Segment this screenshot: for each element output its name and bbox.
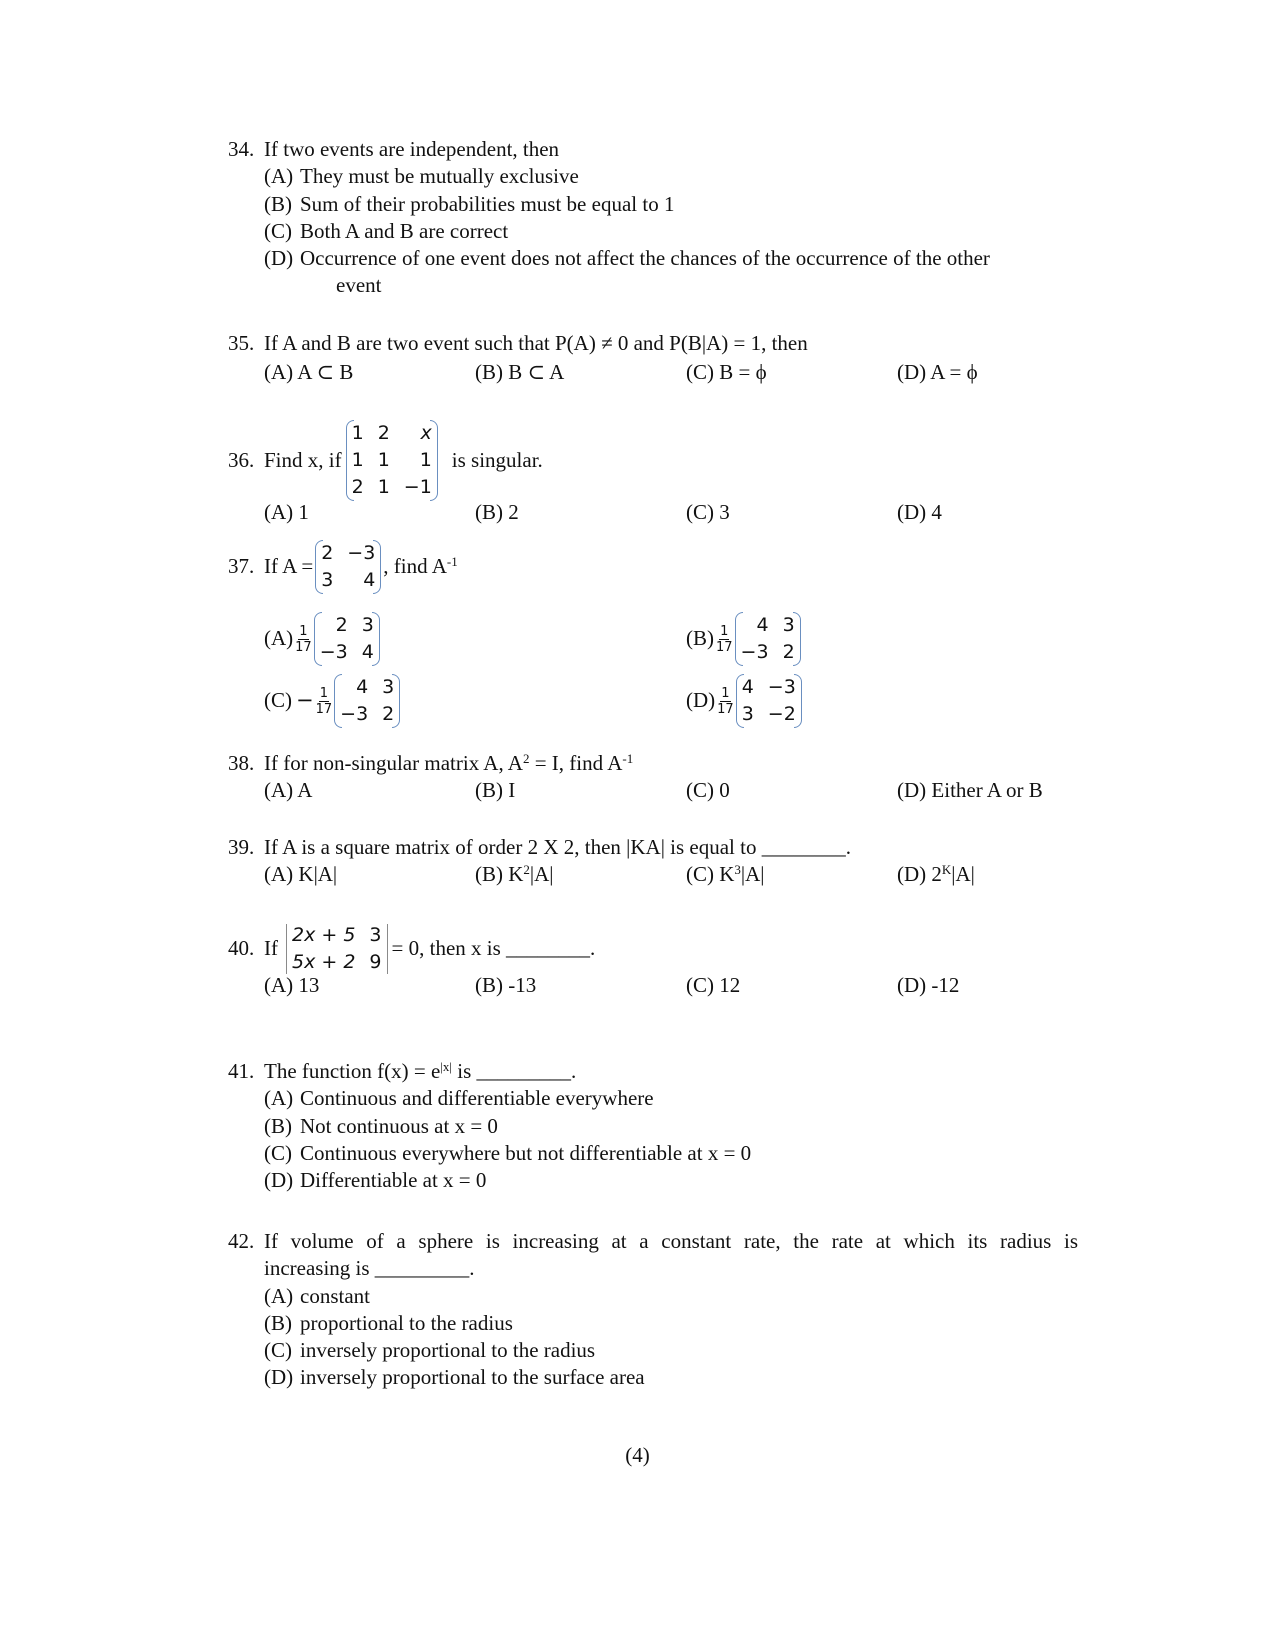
question-text: If for non-singular matrix A, $A^2 = I$, find $A^{-1}$ [264, 751, 634, 775]
option-a: (A) A ⊂ B [264, 360, 354, 385]
question-text: If two events are independent, then [264, 137, 560, 161]
question-suffix: = 0, then x is ________. [391, 936, 596, 961]
option-b: (B) proportional to the radius [264, 1310, 513, 1335]
option-d-matrix: 4 −3 3 −2 [736, 674, 802, 728]
option-d: (D) $\frac{1}{17}$ 4 −3 3 −2 [686, 674, 1108, 728]
option-b: (B) $\frac{1}{17}$ 4 3 −3 2 [686, 612, 1108, 666]
question-38 [228, 750, 1078, 805]
option-d: (D) 4 [897, 500, 942, 524]
option-d: (D) inversely proportional to the surface area [264, 1365, 645, 1390]
matrix-a: 2 −3 3 4 [315, 540, 381, 594]
option-b: (B) -13 [475, 973, 537, 997]
option-a: (A) 13 [264, 973, 320, 997]
option-a: (A) K|A| [264, 862, 338, 887]
option-a: (A) They must be mutually exclusive [264, 164, 579, 189]
option-d: (D) A = ϕ [897, 360, 978, 385]
option-a-matrix: 2 3 −3 4 [314, 612, 380, 666]
question-number: 40. [228, 936, 255, 961]
question-41 [228, 1058, 1078, 1194]
question-35 [228, 330, 1078, 387]
determinant: 2x + 5 3 5x + 2 9 [286, 922, 388, 976]
question-39 [228, 834, 1078, 889]
question-number: 42. [228, 1229, 255, 1253]
option-c: (C) − $\frac{1}{17}$ 4 3 −3 2 [264, 674, 686, 728]
option-d: (D) Either A or B [897, 778, 1043, 803]
question-text: If volume of a sphere is increasing at a constant rate, the rate at which its radius is [264, 1229, 1078, 1253]
option-c: (C) 12 [686, 973, 741, 997]
option-b: (B) $K^2|A|$ [475, 862, 554, 887]
option-b: (B) Sum of their probabilities must be equal to 1 [264, 191, 675, 216]
option-d: (D) $2^K|A|$ [897, 862, 975, 887]
question-text-continuation: increasing is _________. [264, 1256, 475, 1281]
option-d: (D) -12 [897, 973, 960, 997]
question-text: If A and B are two event such that P(A) ≠ 0 and P(B|A) = 1, then [264, 331, 808, 355]
option-c: (C) Continuous everywhere but not differentiable at x = 0 [264, 1140, 752, 1165]
option-a: (A) 1 [264, 500, 309, 524]
question-text: If A = [264, 554, 314, 579]
option-a: (A) $\frac{1}{17}$ 2 3 −3 4 [264, 612, 686, 666]
question-40 [228, 922, 1078, 999]
option-d: (D) Differentiable at x = 0 [264, 1168, 487, 1193]
question-36 [228, 420, 1078, 526]
question-37 [228, 540, 1078, 732]
question-number: 36. [228, 447, 255, 472]
option-a: (A) constant [264, 1283, 370, 1308]
question-number: 39. [228, 835, 255, 859]
determinant-matrix: 1 2 x 1 1 1 2 1 −1 [346, 420, 438, 501]
option-b: (B) 2 [475, 500, 519, 524]
question-text: Find x, if [264, 447, 342, 472]
question-suffix: is singular. [451, 447, 543, 472]
option-c: (C) 3 [686, 500, 730, 524]
option-c: (C) Both A and B are correct [264, 218, 509, 243]
question-number: 38. [228, 751, 255, 775]
question-42 [228, 1228, 1078, 1392]
question-number: 37. [228, 554, 255, 579]
option-c: (C) B = ϕ [686, 360, 767, 385]
option-d: (D) Occurrence of one event does not affect the chances of the occurrence of the other [264, 246, 990, 271]
option-d-continuation: event [336, 273, 382, 298]
option-a: (A) Continuous and differentiable everywhere [264, 1086, 654, 1111]
question-text: The function $f(x) = e^{|x|}$ is _________. [264, 1059, 577, 1083]
option-a: (A) A [264, 778, 313, 803]
page-number: (4) [625, 1443, 650, 1467]
option-b: (B) I [475, 778, 516, 803]
question-34 [228, 136, 1078, 300]
question-text: If [264, 936, 278, 961]
question-text: If A is a square matrix of order 2 X 2, then |KA| is equal to ________. [264, 835, 851, 859]
question-number: 41. [228, 1059, 255, 1083]
option-b: (B) Not continuous at x = 0 [264, 1113, 498, 1138]
option-c: (C) $K^3|A|$ [686, 862, 765, 887]
option-c: (C) inversely proportional to the radius [264, 1338, 596, 1363]
option-b-matrix: 4 3 −3 2 [735, 612, 801, 666]
option-c-matrix: 4 3 −3 2 [334, 674, 400, 728]
question-number: 34. [228, 137, 255, 161]
question-suffix: , find $A^{-1}$ [383, 554, 458, 579]
option-c: (C) 0 [686, 778, 730, 803]
option-b: (B) B ⊂ A [475, 360, 565, 385]
question-number: 35. [228, 331, 255, 355]
